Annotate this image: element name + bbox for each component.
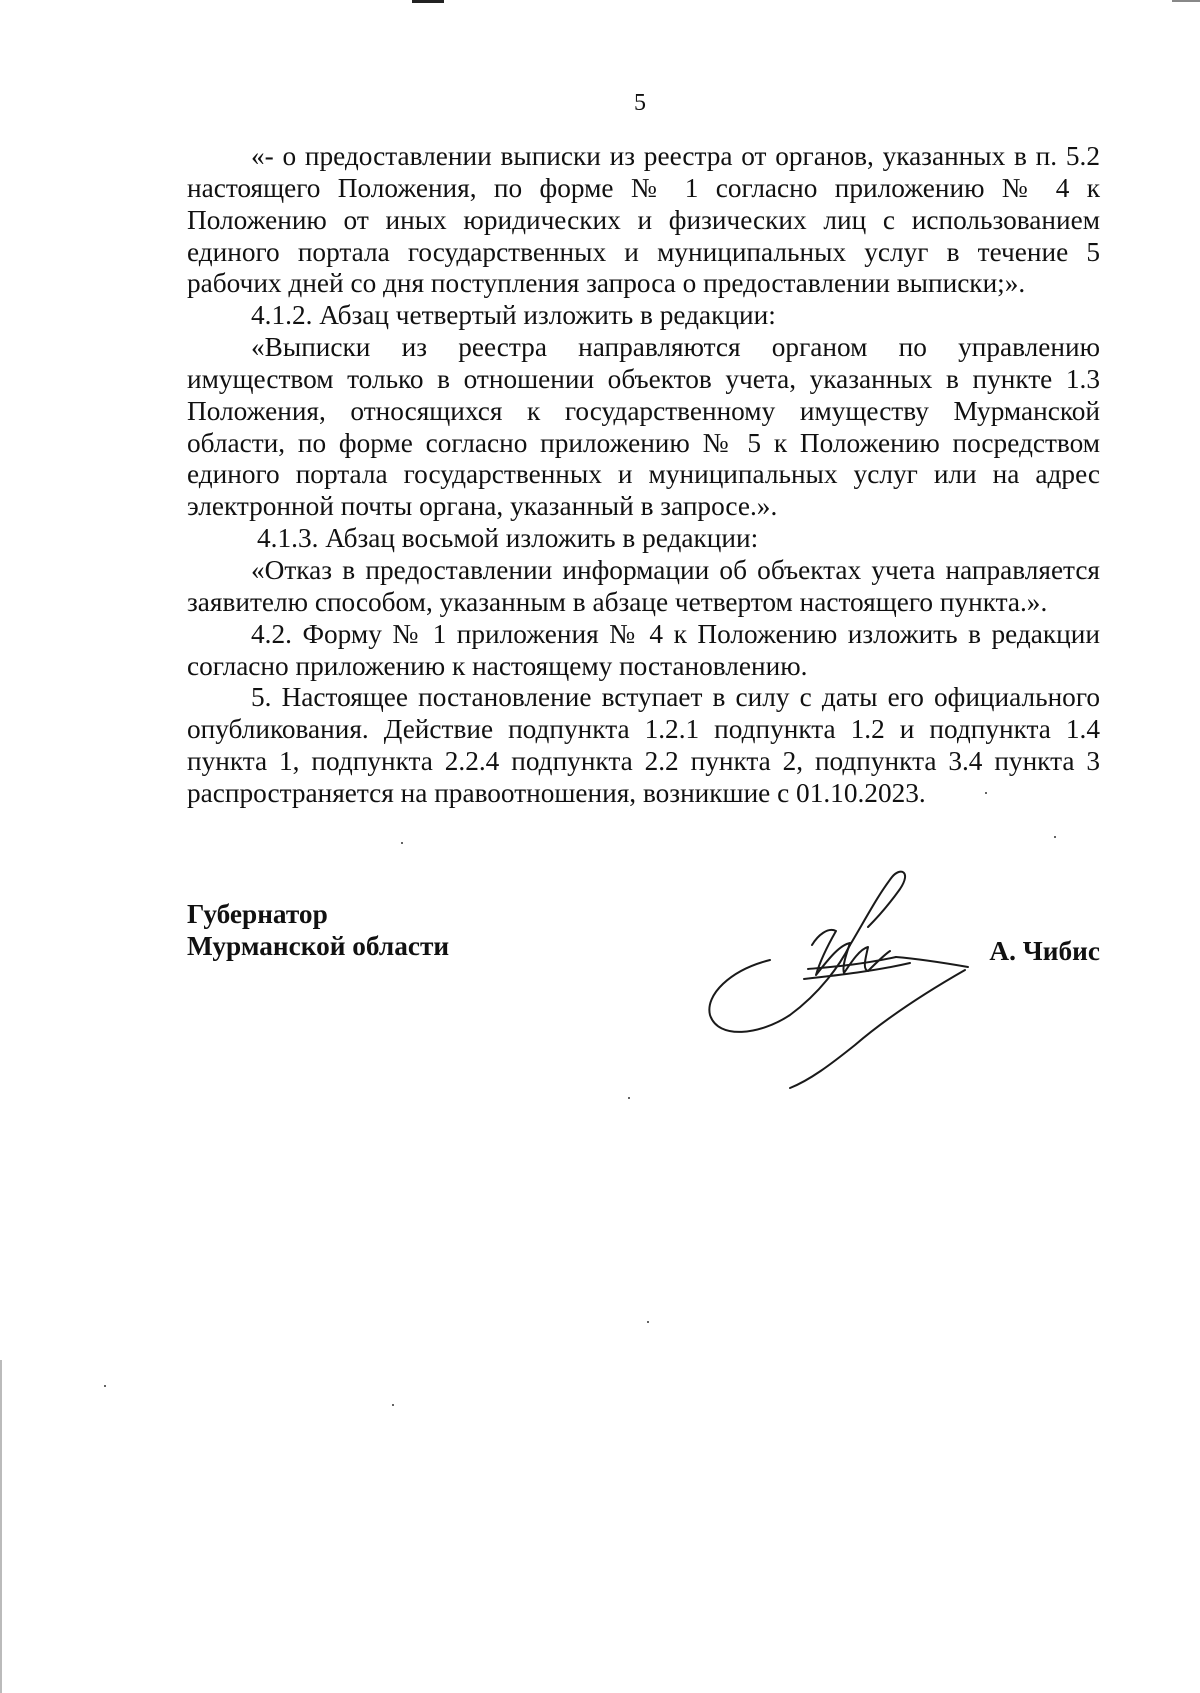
paragraph-2: 4.1.2. Абзац четвертый изложить в редакции: [251,300,776,331]
paragraph-4: 4.1.3. Абзац восьмой изложить в редакции: [257,523,759,554]
scan-artifact-corner [1172,0,1200,2]
scan-speck [392,1404,394,1406]
paragraph-3: «Выписки из реестра направляются органом по управлению имуществом только в отношении объектов учета, указанных в пункте 1.3 Положения, относящихся к государственному имуществу Мурманской области, по форме согласно приложению № 5 к Положению посредством единого портала государственных и муниципальных услуг или на адрес электронной почты органа, указанный в запросе.». [187,332,1100,522]
scan-speck [985,792,987,794]
scan-speck [628,1097,630,1099]
paragraph-5: «Отказ в предоставлении информации об объектах учета направляется заявителю способом, указанным в абзаце четвертом настоящего пункта.». [187,554,1100,617]
signatory-region: Мурманской области [187,931,450,961]
paragraph-1: «- о предоставлении выписки из реестра от органов, указанных в п. 5.2 настоящего Положения, по форме № 1 согласно приложению № 4 к Положению от иных юридических и физических лиц с использованием единого портала государственных и муниципальных услуг в течение 5 рабочих дней со дня поступления запроса о предоставлении выписки;». [187,141,1100,299]
scan-speck [104,1385,106,1387]
scan-speck [401,842,403,844]
handwritten-signature-icon [700,865,1000,1095]
signatory-name: А. Чибис [989,936,1100,966]
paragraph-7: 5. Настоящее постановление вступает в силу с даты его официального опубликования. Действие подпункта 1.2.1 подпункта 1.2 и подпункта 1.4 пункта 1, подпункта 2.2.4 подпункта 2.2 пункта 2, подпункта 3.4 пункта 3 распространяется на правоотношения, возникшие с 01.10.2023. [187,682,1100,808]
signatory-position [187,898,449,962]
document-body [187,141,1100,810]
scan-artifact-left-edge [0,1360,2,1693]
scan-speck [647,1321,649,1323]
page-number: 5 [634,90,646,116]
paragraph-6: 4.2. Форму № 1 приложения № 4 к Положению изложить в редакции согласно приложению к настоящему постановлению. [187,618,1100,681]
scan-artifact-top [412,0,444,3]
signatory-title: Губернатор [187,899,328,929]
scan-speck [1054,836,1056,838]
